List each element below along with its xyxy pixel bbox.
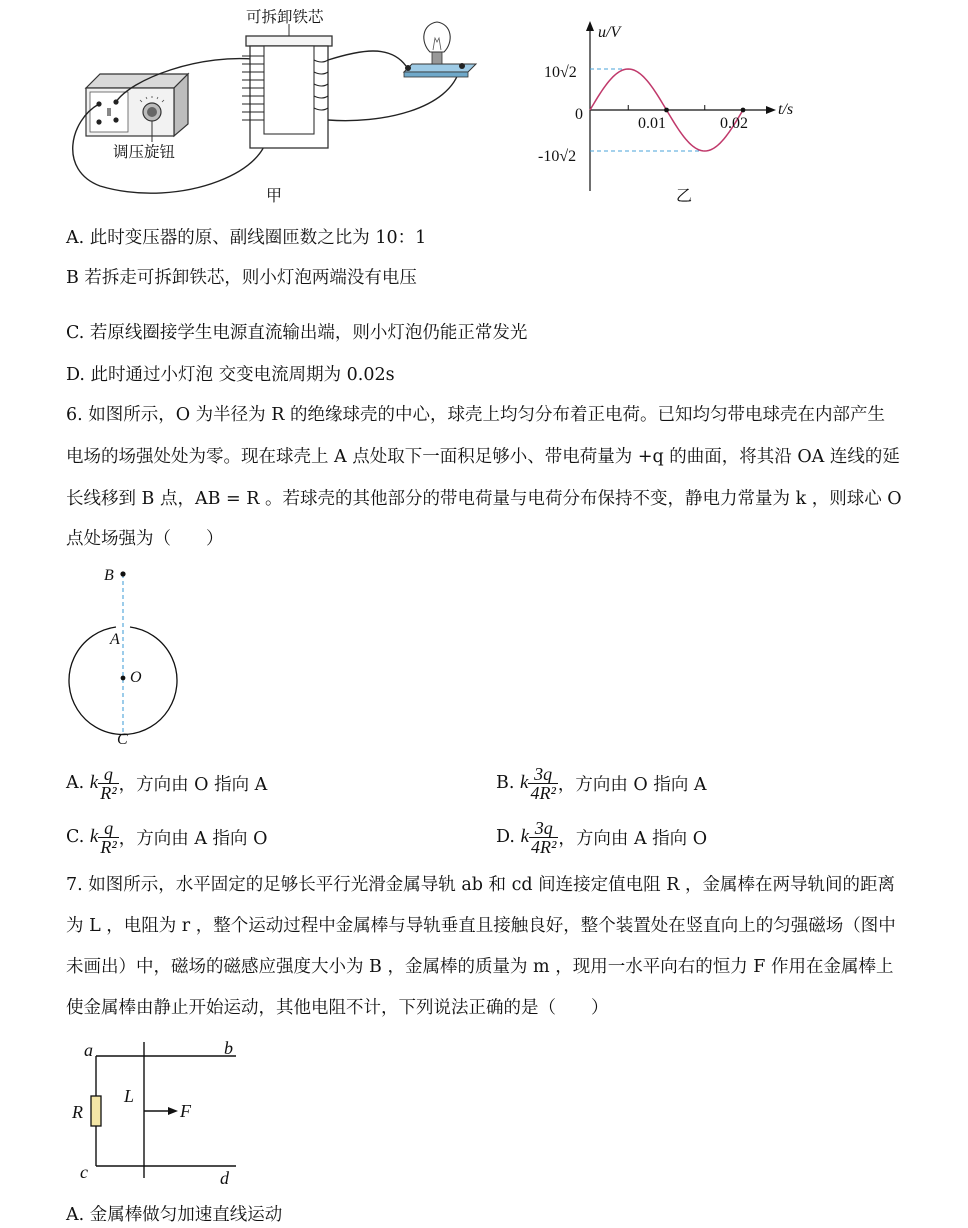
y-min-label: -10√2 (538, 148, 577, 165)
x-tick-label-1: 0.01 (638, 115, 666, 132)
y-axis-arrow (586, 21, 594, 31)
q6-stem-line-1: 6. 如图所示，O 为半径为 R 的绝缘球壳的中心，球壳上均匀分布着正电荷。已知均匀带电球壳在内部产生 (66, 405, 885, 425)
constant-k: k (520, 772, 529, 793)
option-letter: B. (496, 773, 515, 793)
figure-yi-chart (530, 15, 810, 195)
q6-figure-sphere (60, 560, 200, 760)
core-label: 可拆卸铁芯 (246, 8, 324, 26)
q7-stem-line-2: 为 L ，电阻为 r ，整个运动过程中金属棒与导轨垂直且接触良好，整个装置处在竖直向上的匀强磁场（图中 (66, 916, 896, 936)
force-label-f: F (180, 1101, 191, 1121)
q5-option-b: B 若拆走可拆卸铁芯，则小灯泡两端没有电压 (66, 268, 417, 288)
q6-option-a (66, 760, 267, 806)
resistor-r (91, 1096, 101, 1126)
label-point-o: O (130, 669, 142, 686)
x-tick-label-2: 0.02 (720, 115, 748, 132)
q7-stem-line-3: 未画出）中，磁场的磁感应强度大小为 B ，金属棒的质量为 m ，现用一水平向右的恒力 F 作用在金属棒上 (66, 957, 894, 977)
constant-k: k (89, 826, 99, 847)
y-axis-label: u/V (598, 24, 621, 41)
rail-label-d: d (220, 1168, 229, 1188)
q7-option-a: A. 金属棒做匀加速直线运动 (66, 1205, 283, 1225)
power-supply (86, 74, 188, 136)
x-axis-label: t/s (778, 101, 794, 118)
q7-figure-rails (70, 1036, 250, 1186)
label-point-a: A (110, 631, 120, 648)
point-b (120, 571, 125, 576)
rail-label-b: b (224, 1038, 233, 1058)
constant-k: k (520, 826, 529, 847)
x-axis-arrow (766, 106, 776, 114)
y-max-label: 10√2 (544, 64, 577, 81)
figure-jia-caption: 甲 (266, 186, 283, 205)
q5-option-a: A. 此时变压器的原、副线圈匝数之比为 10：1 (66, 228, 427, 248)
fraction: $\frac{3q}{\text{4R²}}$ (530, 763, 556, 803)
knob-label: 调压旋钮 (113, 143, 176, 161)
rail-label-a: a (84, 1040, 93, 1060)
option-direction: ，方向由 O 指向 A (118, 774, 268, 795)
point-t-002 (741, 108, 746, 113)
option-letter: A. (66, 773, 85, 793)
rod-length-label-l: L (124, 1086, 135, 1106)
rail-label-c: c (80, 1162, 88, 1182)
point-t-001 (664, 108, 669, 113)
q6-stem-line-4: 点处场强为（ ） (66, 529, 224, 549)
force-arrow-head (168, 1107, 178, 1115)
fraction: $\frac{q}{\text{R²}}$ (100, 817, 117, 857)
option-direction: ，方向由 O 指向 A (557, 774, 707, 795)
q7-stem-line-4: 使金属棒由静止开始运动，其他电阻不计，下列说法正确的是（ ） (66, 998, 609, 1018)
label-point-c: C (117, 731, 128, 748)
q6-stem-line-2: 电场的场强处处为零。现在球壳上 A 点处取下一面积足够小、带电荷量为 +q 的曲面，将其沿 OA 连线的延 (66, 447, 900, 467)
origin-label: 0 (575, 106, 583, 123)
q6-option-d (496, 814, 707, 860)
fraction: $\frac{q}{\text{R²}}$ (100, 763, 117, 803)
q7-stem-line-1: 7. 如图所示，水平固定的足够长平行光滑金属导轨 ab 和 cd 间连接定值电阻 R ，金属棒在两导轨间的距离 (66, 875, 895, 895)
resistor-label-r: R (72, 1102, 83, 1122)
figure-jia (60, 0, 500, 210)
light-bulb-icon (404, 22, 476, 77)
option-direction: ，方向由 A 指向 O (118, 828, 268, 849)
q5-option-d: D. 此时通过小灯泡 交变电流周期为 0.02s (66, 365, 395, 385)
q5-option-c: C. 若原线圈接学生电源直流输出端，则小灯泡仍能正常发光 (66, 323, 528, 343)
option-direction: ，方向由 A 指向 O (558, 828, 708, 849)
point-o (121, 676, 126, 681)
q6-stem-line-3: 长线移到 B 点，AB = R 。若球壳的其他部分的带电荷量与电荷分布保持不变，静电力常量为 k ，则球心 O (66, 489, 902, 509)
figure-yi-caption: 乙 (676, 186, 693, 205)
option-letter: D. (496, 827, 515, 847)
wire-secondary-1 (328, 51, 406, 66)
fraction: $\frac{3q}{\text{4R²}}$ (531, 817, 557, 857)
constant-k: k (89, 772, 99, 793)
q6-option-b (496, 760, 707, 806)
q6-option-c (66, 814, 267, 860)
label-point-b: B (104, 567, 114, 584)
option-letter: C. (66, 827, 85, 847)
